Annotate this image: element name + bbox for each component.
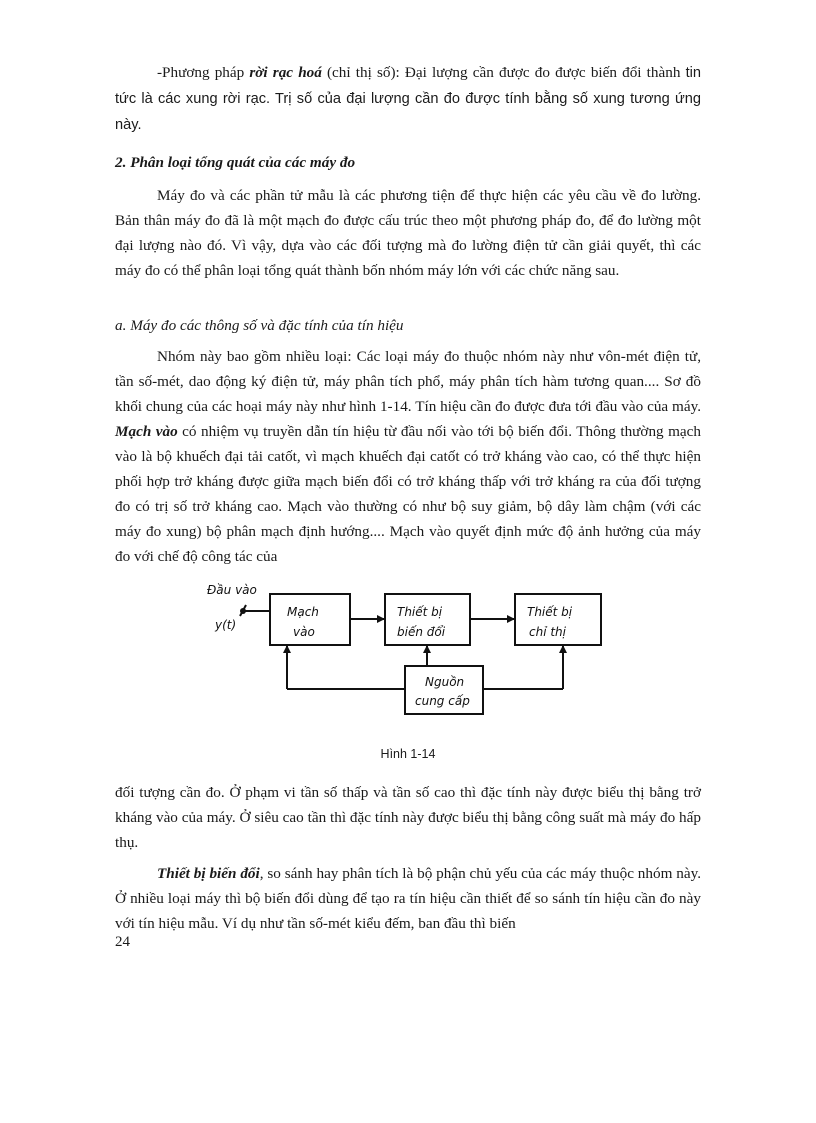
arrowhead-indicator-power bbox=[559, 645, 567, 653]
arrowhead-converter-power bbox=[423, 645, 431, 653]
signal-label: y(t) bbox=[215, 618, 237, 632]
block1-line2: vào bbox=[293, 625, 315, 639]
block3-line2: chỉ thị bbox=[529, 625, 566, 639]
block3-line1: Thiết bị bbox=[527, 605, 573, 619]
block-diagram bbox=[115, 583, 701, 733]
arrowhead-converter bbox=[377, 615, 385, 623]
block4-line2: cung cấp bbox=[415, 694, 470, 708]
p1-rest-sans: tin tức là các xung rời rạc. Trị số của đại lượng cần đo được tính bằng số xung tương ứng này. bbox=[115, 65, 701, 133]
paragraph-discretization bbox=[115, 60, 701, 138]
p3-part1: Nhóm này bao gồm nhiều loại: Các loại máy đo thuộc nhóm này như vôn-mét điện tử, tần số-mét, dao động ký điện tử, máy phân tích phổ, máy phân tích hàm tương quan.... Sơ đồ khối chung của các hoại máy này như hình 1-14. Tín hiệu cần đo được đưa tới đầu vào của máy. bbox=[115, 348, 701, 415]
term-input-circuit: Mạch vào bbox=[115, 423, 178, 440]
input-terminal bbox=[240, 608, 246, 614]
figure-caption: Hình 1-14 bbox=[380, 747, 436, 761]
p1-lead: -Phương pháp bbox=[157, 64, 250, 81]
paragraph-classification: Máy đo và các phần tử mẫu là các phương tiện để thực hiện các yêu cầu về đo lường. Bản thân máy đo đã là một mạch đo được cấu trúc theo một phương pháp đo, để đo lường một đại lượng nào đó. Vì vậy, dựa vào các đối tượng mà đo lường điện tử cần giải quyết, thì các máy đo có thể phân loại tổng quát thành bốn nhóm máy lớn với các chức năng sau. bbox=[115, 187, 701, 279]
page-number: 24 bbox=[115, 934, 130, 950]
term-discretization: rời rạc hoá bbox=[249, 64, 322, 81]
block1-line1: Mạch bbox=[287, 605, 319, 619]
arrowhead-input-power bbox=[283, 645, 291, 653]
subsection-heading-a: a. Máy đo các thông số và đặc tính của tín hiệu bbox=[115, 317, 404, 334]
input-label: Đầu vào bbox=[207, 583, 257, 597]
block2-line2: biến đổi bbox=[397, 625, 446, 639]
p5-rest: , so sánh hay phân tích là bộ phận chủ yếu của các máy thuộc nhóm này. Ở nhiều loại máy thì bộ biến đổi dùng để tạo ra tín hiệu cần thiết để so sánh tín hiệu cần đo này với tín hiệu mẫu. Ví dụ như tần số-mét kiểu đếm, ban đầu thì biến bbox=[115, 865, 702, 932]
arrowhead-indicator bbox=[507, 615, 515, 623]
page-content bbox=[115, 60, 701, 936]
p3-part2: có nhiệm vụ truyền dẫn tín hiệu từ đầu nối vào tới bộ biến đổi. Thông thường mạch vào là bộ khuếch đại tải catốt, vì mạch khuếch đại catốt có trở kháng vào cao, có thể thực hiện phối hợp trở kháng được giữa mạch biến đổi có trở kháng thấp với trở kháng ra của đối tượng đo có trị số trở kháng cao. Mạch vào thường có như bộ suy giảm, bộ dây làm chậm (với các máy đo xung) bộ phân mạch định hướng.... Mạch vào quyết định mức độ ảnh hưởng của máy đo với chế độ công tác của bbox=[115, 423, 701, 565]
block4-line1: Nguồn bbox=[425, 675, 465, 689]
section-heading-2: 2. Phân loại tổng quát của các máy đo bbox=[115, 154, 356, 171]
paragraph-signal-meters bbox=[115, 344, 701, 569]
figure-block-diagram bbox=[115, 583, 701, 748]
paragraph-converter bbox=[115, 861, 701, 936]
block2-line1: Thiết bị bbox=[397, 605, 443, 619]
p1-rest: (chỉ thị số): Đại lượng cần được đo được biến đổi thành bbox=[321, 64, 681, 81]
paragraph-input-impedance: đối tượng cần đo. Ở phạm vi tần số thấp và tần số cao thì đặc tính này được biểu thị bằng trở kháng vào của máy. Ở siêu cao tần thì đặc tính này được biểu thị bằng công suất mà máy đo hấp thụ. bbox=[115, 784, 701, 851]
term-converter: Thiết bị biến đổi bbox=[157, 865, 260, 882]
